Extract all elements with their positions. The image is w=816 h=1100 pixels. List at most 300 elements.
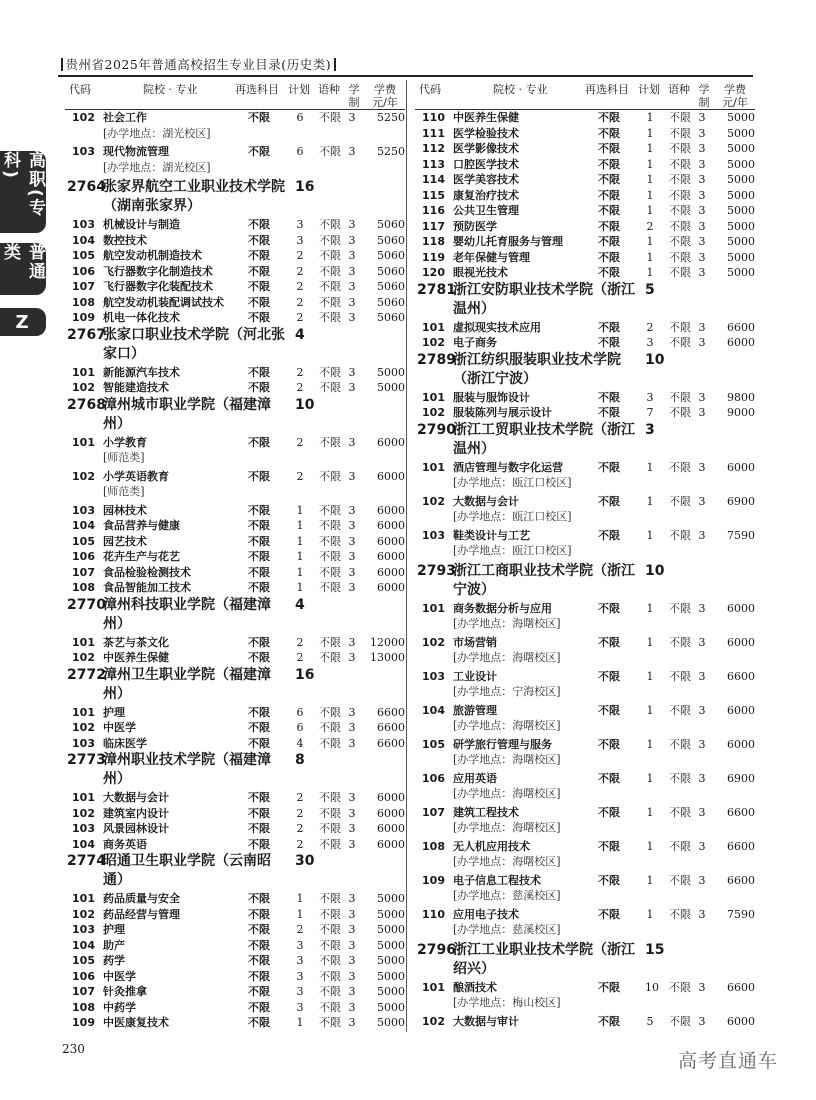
tuition-fee: 6600 (727, 873, 755, 887)
major-row (65, 279, 405, 295)
language: 不限 (669, 250, 691, 264)
plan-count: 2 (646, 320, 654, 334)
study-years: 3 (698, 188, 706, 202)
tuition-fee: 5000 (377, 985, 405, 998)
study-years: 3 (698, 142, 706, 155)
plan-count: 1 (646, 805, 654, 819)
language: 不限 (669, 635, 691, 649)
major-row (65, 365, 405, 381)
language: 不限 (319, 806, 341, 820)
major-note: [办学地点：慈溪校区] (453, 923, 561, 936)
major-row (65, 435, 405, 469)
language: 不限 (319, 249, 341, 262)
major-name: 酿酒技术 (453, 980, 497, 994)
school-row (415, 562, 755, 601)
major-name: 电子商务 (453, 336, 497, 349)
study-years: 3 (698, 635, 706, 649)
tuition-fee: 6000 (377, 469, 405, 483)
tuition-fee: 5000 (377, 938, 405, 952)
major-row (415, 126, 755, 142)
major-note: [办学地点：海曙校区] (453, 651, 561, 664)
tuition-fee: 5000 (727, 157, 755, 171)
major-row (415, 219, 755, 235)
language: 不限 (319, 503, 341, 517)
language: 不限 (319, 295, 341, 309)
major-code: 102 (72, 469, 95, 483)
major-code: 110 (422, 907, 445, 921)
school-total: 3 (645, 421, 655, 438)
study-years: 3 (348, 1000, 356, 1014)
language: 不限 (319, 791, 341, 804)
plan-count: 1 (296, 907, 304, 921)
plan-count: 1 (646, 204, 654, 217)
study-years: 3 (348, 145, 356, 158)
major-row (65, 518, 405, 534)
tuition-fee: 6600 (727, 980, 755, 994)
major-row (65, 837, 405, 853)
tuition-fee: 6000 (377, 806, 405, 820)
school-row (65, 596, 405, 635)
plan-count: 1 (646, 635, 654, 649)
subject-requirement: 不限 (248, 218, 270, 231)
major-code: 107 (72, 985, 95, 998)
study-years: 3 (348, 892, 356, 905)
language: 不限 (669, 390, 691, 404)
major-name: 食品检验检测技术 (103, 565, 191, 579)
study-years: 3 (698, 805, 706, 819)
plan-count: 2 (296, 837, 304, 851)
major-code: 101 (72, 791, 95, 804)
major-code: 102 (72, 111, 95, 124)
major-note: [办学地点：宁海校区] (453, 685, 561, 698)
study-years: 3 (698, 907, 706, 921)
tuition-fee: 5060 (377, 249, 405, 262)
plan-count: 1 (646, 669, 654, 683)
subject-requirement: 不限 (598, 142, 620, 155)
plan-count: 2 (296, 280, 304, 293)
subject-requirement: 不限 (248, 233, 270, 247)
school-code: 2768 (67, 396, 106, 413)
study-years: 3 (698, 771, 706, 785)
side-tab-level (0, 151, 46, 233)
tuition-fee: 5000 (727, 204, 755, 217)
major-code: 120 (422, 266, 445, 279)
school-total: 10 (645, 562, 665, 579)
major-note: [师范类] (103, 451, 145, 464)
tuition-fee: 5000 (377, 892, 405, 905)
plan-count: 6 (296, 145, 304, 158)
subject-requirement: 不限 (248, 985, 270, 998)
major-name: 中医养生保健 (103, 651, 169, 664)
plan-count: 7 (646, 406, 654, 419)
major-code: 114 (422, 173, 445, 186)
major-name: 药学 (103, 954, 125, 967)
major-code: 104 (72, 938, 95, 952)
major-note: [办学地点：海曙校区] (453, 753, 561, 766)
major-row (65, 891, 405, 907)
major-name: 服装陈列与展示设计 (453, 406, 552, 419)
plan-count: 2 (296, 923, 304, 936)
tuition-fee: 5000 (727, 219, 755, 233)
tuition-fee: 5060 (377, 280, 405, 293)
major-code: 103 (72, 923, 95, 936)
major-name: 旅游管理 (453, 703, 497, 717)
language: 不限 (319, 365, 341, 379)
study-years: 3 (698, 235, 706, 248)
major-row (415, 141, 755, 157)
language: 不限 (669, 703, 691, 717)
header-title: 贵州省2025年普通高校招生专业目录(历史类) (65, 57, 332, 72)
major-row (65, 938, 405, 954)
major-row (415, 405, 755, 421)
language: 不限 (319, 736, 341, 750)
language: 不限 (669, 907, 691, 921)
page-header (58, 55, 339, 73)
major-code: 103 (422, 669, 445, 683)
major-name: 市场营销 (453, 635, 497, 649)
plan-count: 2 (296, 435, 304, 449)
plan-count: 1 (646, 235, 654, 248)
study-years: 3 (348, 295, 356, 309)
study-years: 3 (698, 157, 706, 171)
major-code: 104 (422, 703, 445, 717)
tuition-fee: 5060 (377, 311, 405, 324)
plan-count: 1 (296, 581, 304, 594)
column-divider (406, 80, 407, 1032)
language: 不限 (669, 980, 691, 994)
language: 不限 (319, 1000, 341, 1014)
major-name: 机电一体化技术 (103, 311, 180, 324)
major-name: 食品营养与健康 (103, 519, 180, 532)
language: 不限 (669, 219, 691, 233)
school-total: 10 (295, 396, 315, 413)
study-years: 3 (698, 111, 706, 124)
language: 不限 (319, 565, 341, 579)
watermark: 高考直通车 (678, 1050, 779, 1072)
plan-count: 2 (296, 365, 304, 379)
major-row (65, 310, 405, 326)
major-code: 103 (72, 822, 95, 835)
school-code: 2793 (417, 562, 456, 579)
language: 不限 (669, 528, 691, 542)
major-code: 108 (422, 839, 445, 853)
major-code: 101 (72, 365, 95, 379)
major-code: 104 (72, 519, 95, 532)
language: 不限 (319, 892, 341, 905)
plan-count: 1 (296, 519, 304, 532)
school-code: 2790 (417, 421, 456, 438)
major-code: 101 (72, 705, 95, 719)
major-note: [办学地点：海曙校区] (453, 787, 561, 800)
major-name: 大数据与会计 (103, 791, 169, 804)
major-row (415, 265, 755, 281)
major-note: [办学地点：瓯江口校区] (453, 510, 572, 523)
subject-requirement: 不限 (248, 721, 270, 734)
school-total: 4 (295, 596, 305, 613)
tuition-fee: 12000 (370, 635, 405, 649)
major-code: 105 (72, 249, 95, 262)
major-note: [办学地点：海曙校区] (453, 617, 561, 630)
major-name: 小学英语教育 (103, 469, 169, 483)
school-code: 2773 (67, 752, 106, 768)
major-code: 103 (72, 145, 95, 158)
school-name: 浙江工商职业技术学院（浙江宁波） (453, 562, 635, 598)
major-row (415, 771, 755, 805)
major-row (65, 821, 405, 837)
language: 不限 (319, 469, 341, 483)
language: 不限 (669, 266, 691, 279)
school-code: 2796 (417, 941, 456, 958)
major-row (65, 922, 405, 938)
major-name: 临床医学 (103, 736, 147, 750)
study-years: 3 (348, 837, 356, 851)
header-fee: 学费元/年 (372, 83, 398, 109)
major-code: 102 (72, 907, 95, 921)
subject-requirement: 不限 (598, 111, 620, 124)
subject-requirement: 不限 (248, 806, 270, 820)
tuition-fee: 6000 (727, 703, 755, 717)
plan-count: 3 (296, 218, 304, 231)
subject-requirement: 不限 (248, 469, 270, 483)
subject-requirement: 不限 (598, 873, 620, 887)
tuition-fee: 9000 (727, 406, 755, 419)
major-name: 应用电子技术 (453, 907, 519, 921)
subject-requirement: 不限 (248, 365, 270, 379)
major-code: 109 (72, 1016, 95, 1029)
subject-requirement: 不限 (598, 737, 620, 751)
side-tab-category (0, 243, 46, 295)
subject-requirement: 不限 (248, 145, 270, 158)
plan-count: 3 (296, 1000, 304, 1014)
major-row (65, 984, 405, 1000)
language: 不限 (669, 737, 691, 751)
major-row (65, 705, 405, 721)
major-name: 预防医学 (453, 219, 497, 233)
major-row (65, 650, 405, 666)
plan-count: 1 (646, 907, 654, 921)
header-bar-right (334, 58, 336, 71)
language: 不限 (319, 435, 341, 449)
major-row (415, 737, 755, 771)
plan-count: 2 (296, 635, 304, 649)
subject-requirement: 不限 (248, 381, 270, 394)
tuition-fee: 5250 (377, 111, 405, 124)
subject-requirement: 不限 (598, 980, 620, 994)
major-name: 园艺技术 (103, 534, 147, 548)
plan-count: 1 (646, 126, 654, 140)
major-name: 眼视光技术 (453, 266, 508, 279)
subject-requirement: 不限 (598, 494, 620, 508)
major-name: 针灸推拿 (103, 985, 147, 998)
language: 不限 (669, 406, 691, 419)
study-years: 3 (698, 390, 706, 404)
major-name: 食品智能加工技术 (103, 581, 191, 594)
header-fee: 学费元/年 (722, 83, 748, 109)
school-total: 10 (645, 351, 665, 368)
header-subject: 再选科目 (585, 83, 629, 96)
left-rows (65, 110, 405, 1031)
subject-requirement: 不限 (248, 907, 270, 921)
study-years: 3 (698, 703, 706, 717)
study-years: 3 (348, 280, 356, 293)
tuition-fee: 5000 (377, 923, 405, 936)
language: 不限 (319, 954, 341, 967)
major-name: 中医养生保健 (453, 111, 519, 124)
language: 不限 (669, 188, 691, 202)
tuition-fee: 5060 (377, 264, 405, 278)
study-years: 3 (698, 980, 706, 994)
school-total: 16 (295, 666, 315, 683)
subject-requirement: 不限 (598, 126, 620, 140)
language: 不限 (669, 839, 691, 853)
school-code: 2789 (417, 351, 456, 368)
major-row (415, 320, 755, 336)
school-row (65, 666, 405, 705)
major-name: 园林技术 (103, 503, 147, 517)
major-code: 102 (422, 494, 445, 508)
major-row (65, 217, 405, 233)
subject-requirement: 不限 (248, 280, 270, 293)
plan-count: 2 (296, 249, 304, 262)
major-code: 102 (72, 721, 95, 734)
major-row (65, 248, 405, 264)
major-code: 102 (422, 635, 445, 649)
tuition-fee: 6000 (727, 460, 755, 474)
study-years: 3 (348, 822, 356, 835)
study-years: 3 (348, 534, 356, 548)
plan-count: 1 (296, 550, 304, 563)
school-name: 张家口职业技术学院（河北张家口） (103, 326, 285, 362)
plan-count: 1 (646, 250, 654, 264)
tuition-fee: 6000 (377, 822, 405, 835)
major-code: 109 (422, 873, 445, 887)
language: 不限 (319, 381, 341, 394)
study-years: 3 (698, 494, 706, 508)
study-years: 3 (348, 503, 356, 517)
language: 不限 (669, 805, 691, 819)
study-years: 3 (698, 669, 706, 683)
major-note: [办学地点：瓯江口校区] (453, 476, 572, 489)
major-row (415, 635, 755, 669)
plan-count: 1 (646, 737, 654, 751)
plan-count: 1 (646, 528, 654, 542)
plan-count: 2 (646, 219, 654, 233)
language: 不限 (319, 280, 341, 293)
major-code: 107 (72, 565, 95, 579)
tuition-fee: 6000 (727, 1014, 755, 1028)
major-code: 115 (422, 188, 445, 202)
study-years: 3 (698, 219, 706, 233)
subject-requirement: 不限 (248, 249, 270, 262)
major-name: 商务数据分析与应用 (453, 601, 552, 615)
plan-count: 1 (646, 173, 654, 186)
plan-count: 1 (296, 503, 304, 517)
tuition-fee: 5000 (727, 235, 755, 248)
subject-requirement: 不限 (248, 791, 270, 804)
subject-requirement: 不限 (248, 435, 270, 449)
major-note: [师范类] (103, 485, 145, 498)
major-row (415, 839, 755, 873)
header-name: 院校 · 专业 (143, 83, 198, 96)
school-name: 浙江工业职业技术学院（浙江绍兴） (453, 941, 635, 977)
school-row (65, 852, 405, 891)
major-code: 104 (72, 233, 95, 247)
language: 不限 (319, 907, 341, 921)
major-code: 101 (72, 635, 95, 649)
plan-count: 2 (296, 469, 304, 483)
tuition-fee: 6600 (377, 736, 405, 750)
school-total: 30 (295, 853, 315, 869)
plan-count: 3 (296, 938, 304, 952)
language: 不限 (319, 519, 341, 532)
subject-requirement: 不限 (248, 938, 270, 952)
language: 不限 (319, 705, 341, 719)
study-years: 3 (698, 320, 706, 334)
language: 不限 (319, 923, 341, 936)
language: 不限 (669, 111, 691, 124)
major-row (65, 295, 405, 311)
major-name: 中医学 (103, 721, 136, 734)
study-years: 3 (348, 985, 356, 998)
major-note: [办学地点：海曙校区] (453, 855, 561, 868)
language: 不限 (669, 460, 691, 474)
study-years: 3 (348, 565, 356, 579)
school-row (65, 178, 405, 217)
right-table-header (415, 80, 755, 110)
plan-count: 1 (646, 703, 654, 717)
major-code: 108 (72, 581, 95, 594)
major-code: 101 (422, 980, 445, 994)
major-note: [办学地点：湖光校区] (103, 160, 211, 174)
school-code: 2774 (67, 853, 106, 869)
major-code: 101 (422, 390, 445, 404)
major-code: 108 (72, 295, 95, 309)
major-name: 航空发动机制造技术 (103, 249, 202, 262)
tuition-fee: 5000 (377, 1000, 405, 1014)
study-years: 3 (348, 249, 356, 262)
plan-count: 5 (646, 1014, 654, 1028)
major-row (415, 250, 755, 266)
major-note: [办学地点：慈溪校区] (453, 889, 561, 902)
major-name: 中医康复技术 (103, 1016, 169, 1029)
plan-count: 6 (296, 705, 304, 719)
major-name: 服装与服饰设计 (453, 390, 530, 404)
subject-requirement: 不限 (248, 534, 270, 548)
major-name: 医学美容技术 (453, 173, 519, 186)
page-number: 230 (62, 1042, 85, 1056)
language: 不限 (669, 1014, 691, 1028)
plan-count: 10 (645, 980, 659, 994)
study-years: 3 (698, 528, 706, 542)
study-years: 3 (348, 635, 356, 649)
study-years: 3 (698, 737, 706, 751)
major-code: 117 (422, 219, 445, 233)
major-row (65, 110, 405, 144)
study-years: 3 (348, 264, 356, 278)
major-code: 108 (72, 1000, 95, 1014)
subject-requirement: 不限 (248, 969, 270, 983)
subject-requirement: 不限 (598, 460, 620, 474)
major-row (65, 469, 405, 503)
plan-count: 3 (296, 954, 304, 967)
major-row (65, 1015, 405, 1031)
study-years: 3 (348, 938, 356, 952)
tuition-fee: 6600 (727, 839, 755, 853)
school-total: 5 (645, 281, 655, 298)
tuition-fee: 5000 (727, 142, 755, 155)
tuition-fee: 5000 (727, 250, 755, 264)
subject-requirement: 不限 (248, 519, 270, 532)
